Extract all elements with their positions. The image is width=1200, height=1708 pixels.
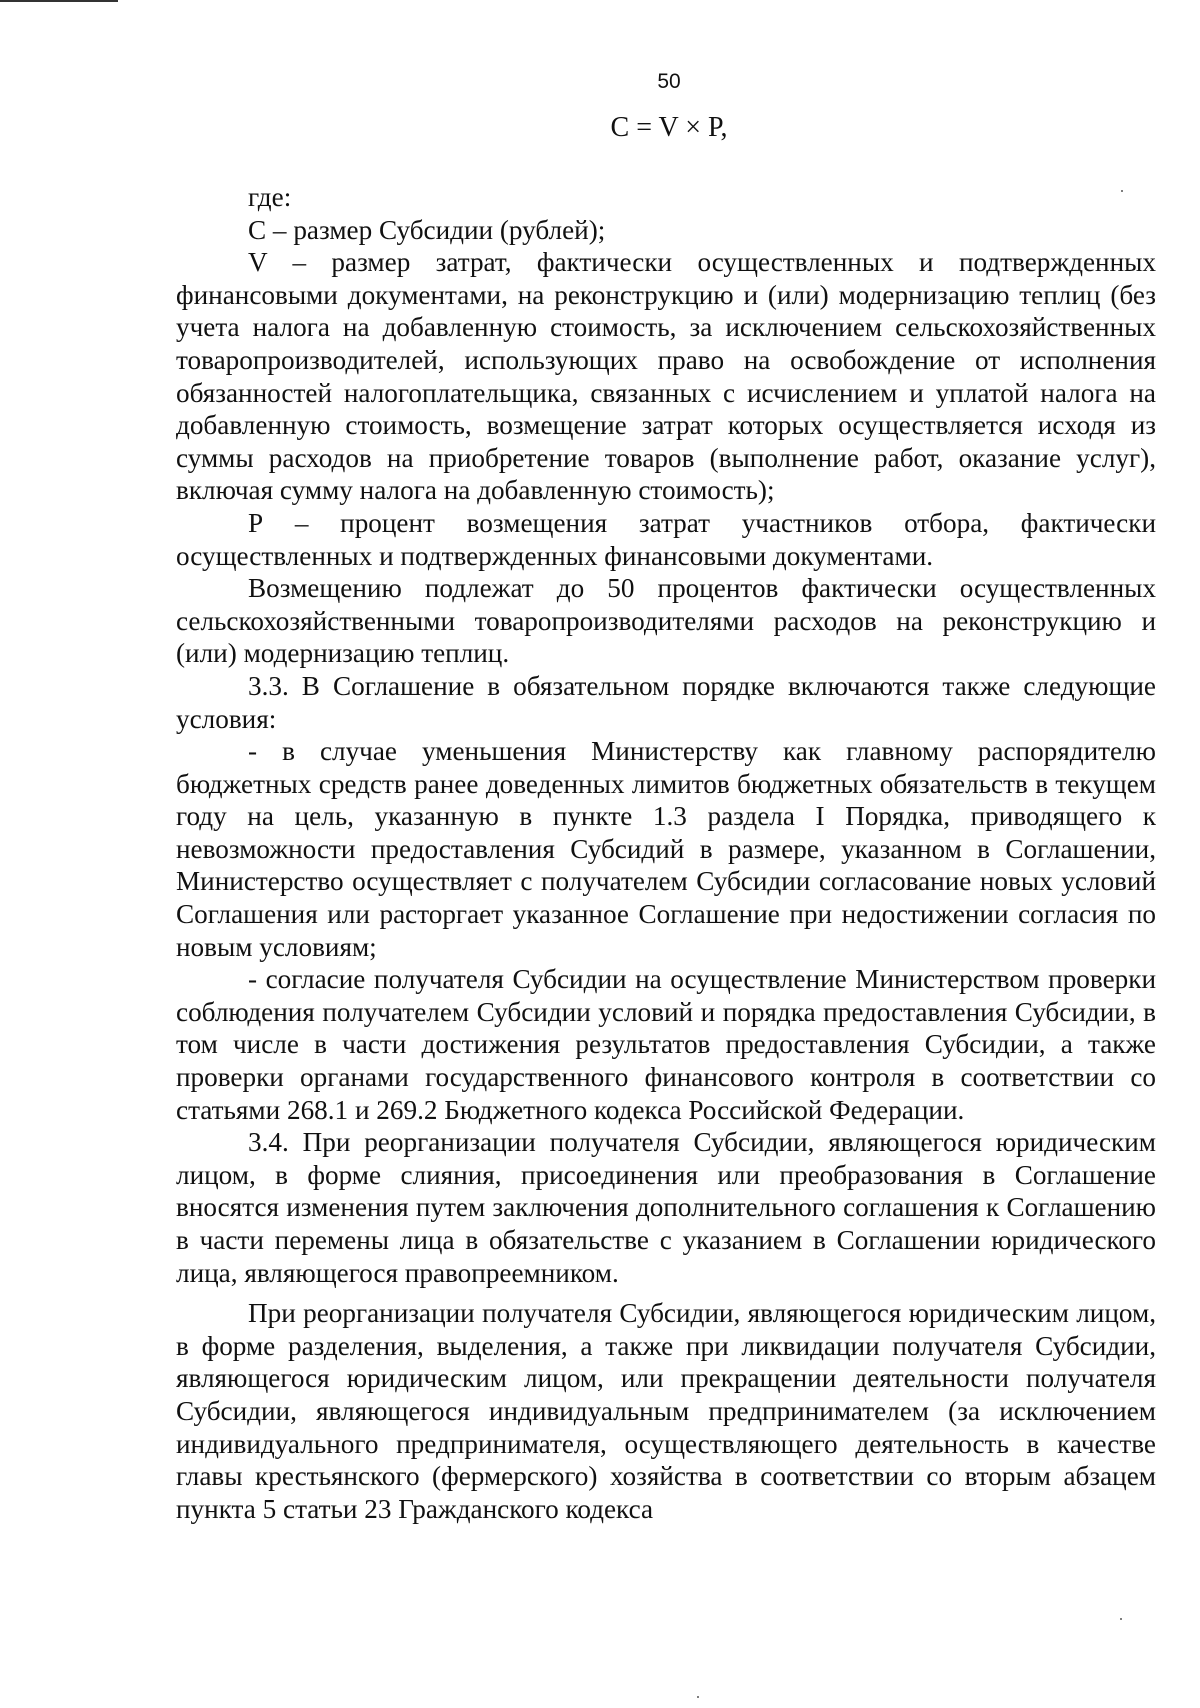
paragraph-p-definition: Р – процент возмещения затрат участников отбора, фактически осуществленных и подтвержденных финансовыми документами. xyxy=(176,507,1156,571)
page-number: 50 xyxy=(657,70,681,93)
paragraph-limits-reduction: - в случае уменьшения Министерству как главному распорядителю бюджетных средств ранее доведенных лимитов бюджетных обязательств в текущем году на цель, указанную в пункте 1.3 раздела I Порядка, приводящего к невозможности предоставления Субсидий в размере, указанном в Соглашении, Министерство осуществляет с получателем Субсидии согласование новых условий Соглашения или расторгает указанное Соглашение при недостижении согласия по новым условиям; xyxy=(176,736,1156,962)
scan-speck xyxy=(1120,1618,1122,1620)
paragraph-where: где: xyxy=(248,182,292,212)
paragraph-reimbursement: Возмещению подлежат до 50 процентов фактически осуществленных сельскохозяйственными товаропроизводителями расходов на реконструкцию и (или) модернизацию теплиц. xyxy=(176,573,1156,669)
paragraph-inspection-consent: - согласие получателя Субсидии на осуществление Министерством проверки соблюдения получателем Субсидии условий и порядка предоставления Субсидии, в том числе в части достижения результатов предоставления Субсидии, а также проверки органами государственного финансового контроля в соответствии со статьями 268.1 и 269.2 Бюджетного кодекса Российской Федерации. xyxy=(176,964,1156,1125)
scan-speck xyxy=(1121,190,1123,192)
paragraph-reorganization: При реорганизации получателя Субсидии, являющегося юридическим лицом, в форме разделения, выделения, а также при ликвидации получателя Субсидии, являющегося юридическим лицом, или прекращении деятельности получателя Субсидии, являющегося индивидуальным предпринимателем (за исключением индивидуального предпринимателя, осуществляющего деятельность в качестве главы крестьянского (фермерского) хозяйства в соответствии со вторым абзацем пункта 5 статьи 23 Гражданского кодекса xyxy=(176,1298,1156,1524)
paragraph-clause-3-3: 3.3. В Соглашение в обязательном порядке включаются также следующие условия: xyxy=(176,670,1156,734)
formula: C = V × P, xyxy=(610,112,728,143)
paragraph-v-definition: V – размер затрат, фактически осуществленных и подтвержденных финансовыми документами, на реконструкцию и (или) модернизацию теплиц (без учета налога на добавленную стоимость, за исключением сельскохозяйственных товаропроизводителей, использующих право на освобождение от исполнения обязанностей налогоплательщика, связанных с исчислением и уплатой налога на добавленную стоимость, возмещение затрат которых осуществляется исходя из суммы расходов на приобретение товаров (выполнение работ, оказание услуг), включая сумму налога на добавленную стоимость); xyxy=(176,247,1156,506)
paragraph-c-definition: С – размер Субсидии (рублей); xyxy=(248,214,606,245)
paragraph-clause-3-4: 3.4. При реорганизации получателя Субсидии, являющегося юридическим лицом, в форме слияния, присоединения или преобразования в Соглашение вносятся изменения путем заключения дополнительного соглашения к Соглашению в части перемены лица в обязательстве с указанием в Соглашении юридического лица, являющегося правопреемником. xyxy=(176,1127,1156,1288)
scan-speck xyxy=(697,1696,699,1698)
scan-edge-line xyxy=(0,0,118,2)
body-text xyxy=(176,181,1156,1525)
